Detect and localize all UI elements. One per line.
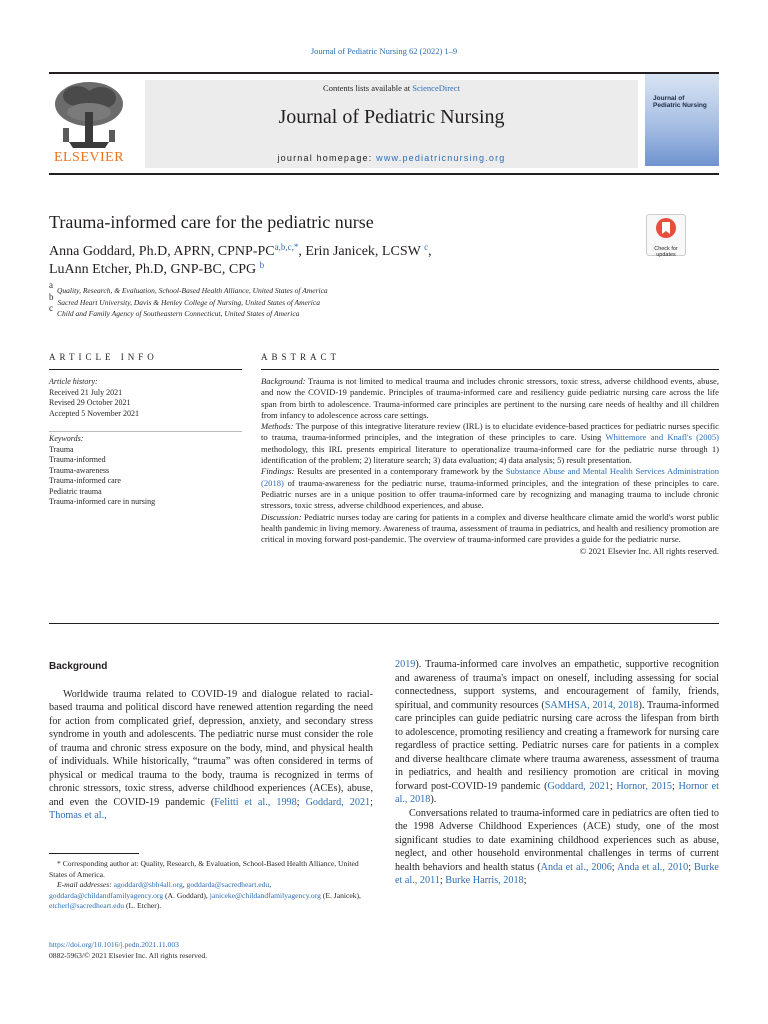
keyword-item: Trauma-awareness bbox=[49, 465, 110, 475]
elsevier-wordmark: ELSEVIER bbox=[53, 150, 125, 165]
author-etcher-affil[interactable]: b bbox=[259, 260, 265, 270]
check-for-updates-button[interactable] bbox=[646, 214, 686, 256]
body-text: ). Trauma-informed care principles can guide pediatric nursing care across the lifespan from birth to adolescence, promoting resiliency and creating a framework for nursing care regardless of practice setting. Pediatric nurses care for patients in a complex and diverse healthcare climate where trauma awareness, assessment of trauma in pediatrics, and health and resiliency promotion are critical in moving forward post-COVID-19 pandemic ( bbox=[395, 699, 720, 792]
email-link[interactable]: etcherl@sacredheart.edu bbox=[49, 901, 125, 910]
affiliation-b bbox=[49, 291, 328, 309]
abstract-findings bbox=[261, 466, 719, 511]
abstract-label: Methods: bbox=[261, 421, 294, 432]
reference-link[interactable]: Whittemore and Knafl's (2005) bbox=[605, 432, 719, 443]
homepage-prefix: journal homepage: bbox=[277, 153, 377, 163]
body-paragraph: Conversations related to trauma-informed care in pediatrics are often tied to the 1998 Adverse Childhood Experiences (ACE) study, one of the most significant studies to date examining childhood experiences such as abuse, neglect, and other household environmental challenges in terms of current health behaviors and health status (Anda et al., 2006; Anda et al., 2010; Burke et al., 2011; Burke Harris, 2018; bbox=[395, 807, 719, 886]
section-divider bbox=[49, 623, 719, 624]
abstract-rule bbox=[261, 369, 719, 370]
sciencedirect-link[interactable]: ScienceDirect bbox=[412, 83, 460, 93]
section-heading-background: Background bbox=[49, 661, 108, 672]
journal-cover-image[interactable] bbox=[645, 74, 719, 166]
abstract-label: Background: bbox=[261, 376, 306, 386]
email-owner: (A. Goddard), bbox=[163, 890, 210, 900]
copyright-notice: © 2021 Elsevier Inc. All rights reserved. bbox=[579, 546, 719, 557]
keywords-label: Keywords: bbox=[49, 434, 84, 443]
abstract-text: of trauma-awareness for the pediatric nurse, trauma-informed principles, and the integration of these principles to care. Pediatric nurses are in a unique position to offer trauma-informed care by recognizing and managing trauma to include chronic stressors, toxic stress, adverse childhood experiences, and abuse. bbox=[261, 477, 719, 511]
abstract-label: Discussion: bbox=[261, 511, 302, 522]
email-owner: (L. Etcher). bbox=[124, 901, 162, 910]
email-label: E-mail addresses: bbox=[57, 880, 112, 889]
doi-block bbox=[49, 939, 207, 961]
affil-text: Quality, Research, & Evaluation, School-Based Health Alliance, United States of America bbox=[57, 286, 328, 295]
author-goddard: Anna Goddard, Ph.D, APRN, CPNP-PC bbox=[49, 244, 275, 259]
check-updates-label: Check for updates bbox=[654, 246, 678, 258]
article-history bbox=[49, 377, 242, 419]
email-link[interactable]: agoddard@sbh4all.org bbox=[113, 880, 183, 889]
keywords-rule bbox=[49, 431, 242, 432]
reference-link[interactable]: Goddard, 2021 bbox=[547, 780, 610, 792]
journal-citation[interactable]: Journal of Pediatric Nursing 62 (2022) 1–9 bbox=[310, 46, 458, 56]
reference-link[interactable]: Felitti et al., 1998 bbox=[214, 796, 297, 808]
abstract-methods bbox=[261, 421, 719, 466]
affil-text: Sacred Heart University, Davis & Henley College of Nursing, United States of America bbox=[57, 297, 320, 307]
footnote-rule bbox=[49, 853, 139, 854]
reference-link[interactable]: Hornor et al., 2018 bbox=[395, 780, 719, 805]
reference-link[interactable]: Burke Harris, 2018 bbox=[445, 875, 524, 886]
reference-link[interactable]: Anda et al., 2006 bbox=[540, 861, 612, 873]
contents-line bbox=[145, 83, 638, 93]
body-paragraph: 2019). Trauma-informed care involves an empathetic, supportive recognition and awareness of trauma's impact on oneself, including assessing for social connectedness, support systems, and encouragement of family, friends, spiritual, and community resources (SAMHSA, 2014, 2018). Trauma-informed care principles can guide pediatric nursing care across the lifespan from birth to adolescence, promoting resiliency and creating a framework for nursing care regardless of practice setting. Pediatric nurses care for patients in a complex and diverse healthcare climate where trauma awareness, assessment of trauma in pediatrics, and health and resiliency promotion are critical in moving forward post-COVID-19 pandemic (Goddard, 2021; Hornor, 2015; Hornor et al., 2018). bbox=[395, 659, 720, 805]
author-goddard-affil[interactable]: a,b,c,* bbox=[274, 242, 299, 252]
affil-letter: c bbox=[49, 303, 53, 313]
issn-line: 0882-5963/© 2021 Elsevier Inc. All rights reserved. bbox=[49, 951, 208, 960]
body-text: ). Trauma-informed care involves an empathetic, supportive recognition and awareness of trauma's impact on oneself, including assessing for social connectedness, support systems, and encouragement of family, friends, spiritual, and community resources ( bbox=[395, 659, 719, 711]
journal-homepage-line bbox=[145, 153, 638, 163]
reference-link[interactable]: Goddard, 2021 bbox=[305, 796, 371, 808]
email-link[interactable]: janiceke@childandfamilyagency.org bbox=[209, 890, 321, 900]
accepted-date: Accepted 5 November 2021 bbox=[49, 408, 139, 418]
reference-link[interactable]: Thomas et al., bbox=[49, 810, 107, 821]
article-title: Trauma-informed care for the pediatric nurse bbox=[49, 212, 374, 232]
body-text: Conversations related to trauma-informed care in pediatrics are often tied to the 1998 Adverse Childhood Experiences (ACE) study, one of the most significant studies to date examining childhood experiences such as abuse, neglect, and other household environmental challenges in terms of current health behaviors and health status ( bbox=[395, 807, 719, 873]
author-separator: , bbox=[428, 244, 432, 259]
contents-prefix: Contents lists available at bbox=[323, 83, 413, 93]
email-owner: (E. Janicek), bbox=[320, 890, 361, 900]
corresponding-author-footnote bbox=[49, 859, 373, 912]
abstract-text: The purpose of this integrative literature review (IRL) is to elucidate evidence-based practices for pediatric nurses specific to trauma, trauma-informed principles, and the integration of these principles to care. Using bbox=[261, 421, 719, 443]
abstract-background bbox=[261, 376, 719, 421]
header-bottom-rule bbox=[49, 173, 719, 175]
author-janicek: , Erin Janicek, LCSW bbox=[298, 244, 421, 259]
affiliation-a bbox=[49, 280, 328, 297]
affiliation-c bbox=[49, 303, 328, 320]
reference-link[interactable]: Substance Abuse and Mental Health Services Administration (2018) bbox=[261, 466, 719, 488]
author-etcher: LuAnn Etcher, Ph.D, GNP-BC, CPG bbox=[49, 262, 257, 277]
reference-link[interactable]: SAMHSA, 2014, 2018 bbox=[544, 699, 639, 711]
email-link[interactable]: goddarda@childandfamilyagency.org bbox=[49, 890, 164, 900]
corresponding-note: * Corresponding author at: Quality, Research, & Evaluation, School-Based Health Alliance, United States of America. bbox=[49, 859, 359, 879]
reference-link[interactable]: Anda et al., 2010 bbox=[617, 861, 689, 873]
affil-letter: a bbox=[49, 280, 53, 290]
keyword-item: Trauma bbox=[49, 444, 74, 454]
reference-link[interactable]: 2019 bbox=[395, 659, 416, 670]
affiliations bbox=[49, 280, 328, 320]
email-link[interactable]: goddarda@sacredheart.edu bbox=[186, 880, 270, 889]
homepage-link[interactable]: www.pediatricnursing.org bbox=[376, 153, 506, 163]
header-top-rule bbox=[49, 72, 719, 74]
article-info-rule bbox=[49, 369, 242, 370]
bookmark-icon bbox=[647, 215, 685, 241]
author-janicek-affil[interactable]: c bbox=[424, 242, 429, 252]
keyword-item: Trauma-informed care bbox=[49, 476, 121, 485]
abstract-discussion bbox=[261, 512, 719, 546]
body-column-left bbox=[49, 660, 373, 823]
revised-date: Revised 29 October 2021 bbox=[49, 398, 131, 407]
affil-text: Child and Family Agency of Southeastern Connecticut, United States of America bbox=[57, 309, 300, 318]
abstract-text: Trauma is not limited to medical trauma and includes chronic stressors, toxic stress, adverse childhood events, abuse, and now the COVID-19 pandemic. Principles of trauma-informed care and resiliency guide pediatric nursing care across the life span from birth to adolescence. Trauma-informed care principles are pertinent to the nursing care needs of healthy and ill children from infancy to adolescence across care settings. bbox=[261, 376, 719, 420]
abstract-heading: ABSTRACT bbox=[261, 352, 341, 362]
abstract-label: Findings: bbox=[261, 466, 295, 477]
abstract-text: Pediatric nurses today are caring for patients in a complex and diverse healthcare climate amid the world's worst public health pandemic in living memory. Awareness of trauma, assessment of trauma in pediatrics, and health and resiliency promotion are critical in moving forward post-pandemic. The overview of trauma-informed care provides a guide for the pediatric nurse. bbox=[261, 511, 719, 545]
abstract-body bbox=[261, 376, 719, 558]
journal-title[interactable]: Journal of Pediatric Nursing bbox=[278, 106, 505, 128]
reference-link[interactable]: Burke et al., 2011 bbox=[395, 861, 719, 886]
reference-link[interactable]: Hornor, 2015 bbox=[616, 780, 672, 792]
keywords-block bbox=[49, 434, 242, 508]
doi-link[interactable]: https://doi.org/10.1016/j.pedn.2021.11.003 bbox=[49, 940, 179, 949]
email-addresses: E-mail addresses: agoddard@sbh4all.org, goddarda@sacredheart.edu, goddarda@childandfamilyagency.org (A. Goddard), janiceke@childandfamilyagency.org (E. Janicek), etcherl@sacredheart.edu (L. Etcher). bbox=[49, 880, 361, 910]
author-list bbox=[49, 243, 432, 279]
affil-letter: b bbox=[49, 291, 54, 302]
abstract-text: methodology, this IRL presents empirical literature to operationalize trauma-informed care for the pediatric nurse through 1) identification of the problem; 2) literature search; 3) data evaluation; 4) data analysis; 5) result presentation. bbox=[261, 443, 719, 466]
article-info-heading: ARTICLE INFO bbox=[49, 352, 158, 362]
abstract-text: Results are presented in a contemporary framework by the bbox=[294, 466, 506, 477]
body-text: Worldwide trauma related to COVID-19 and dialogue related to racial-based trauma and political discord have renewed attention regarding the need for action from complicated grief, depression, anxiety, and secondary stress syndrome in youth and adolescents. The pediatric nurse must consider the role of trauma and chronic stress exposure on the body, mind, and physical health of individuals. While historically, “trauma” was often considered in terms of physical or medical trauma to the body, trauma is recognized in terms of chronic stressors, toxic stress, adverse childhood experiences (ACEs), abuse, and even the COVID-19 pandemic ( bbox=[49, 688, 373, 808]
body-column-right bbox=[395, 658, 719, 888]
body-paragraph: Worldwide trauma related to COVID-19 and dialogue related to racial-based trauma and political discord have renewed attention regarding the need for action from complicated grief, depression, anxiety, and secondary stress syndrome in youth and adolescents. The pediatric nurse must consider the role of trauma and chronic stress exposure on the body, mind, and physical health of individuals. While historically, “trauma” was often considered in terms of physical or medical trauma to the body, trauma is recognized in terms of chronic stressors, toxic stress, adverse childhood experiences (ACEs), abuse, and even the COVID-19 pandemic (Felitti et al., 1998; Goddard, 2021; Thomas et al., bbox=[49, 688, 373, 821]
keyword-item: Pediatric trauma bbox=[49, 486, 102, 496]
cover-title: Journal of Pediatric Nursing bbox=[653, 95, 707, 109]
history-label: Article history: bbox=[49, 377, 98, 386]
keyword-item: Trauma-informed care in nursing bbox=[49, 497, 156, 506]
received-date: Received 21 July 2021 bbox=[49, 387, 123, 397]
keyword-item: Trauma-informed bbox=[49, 455, 106, 464]
body-text: ). bbox=[430, 794, 437, 805]
